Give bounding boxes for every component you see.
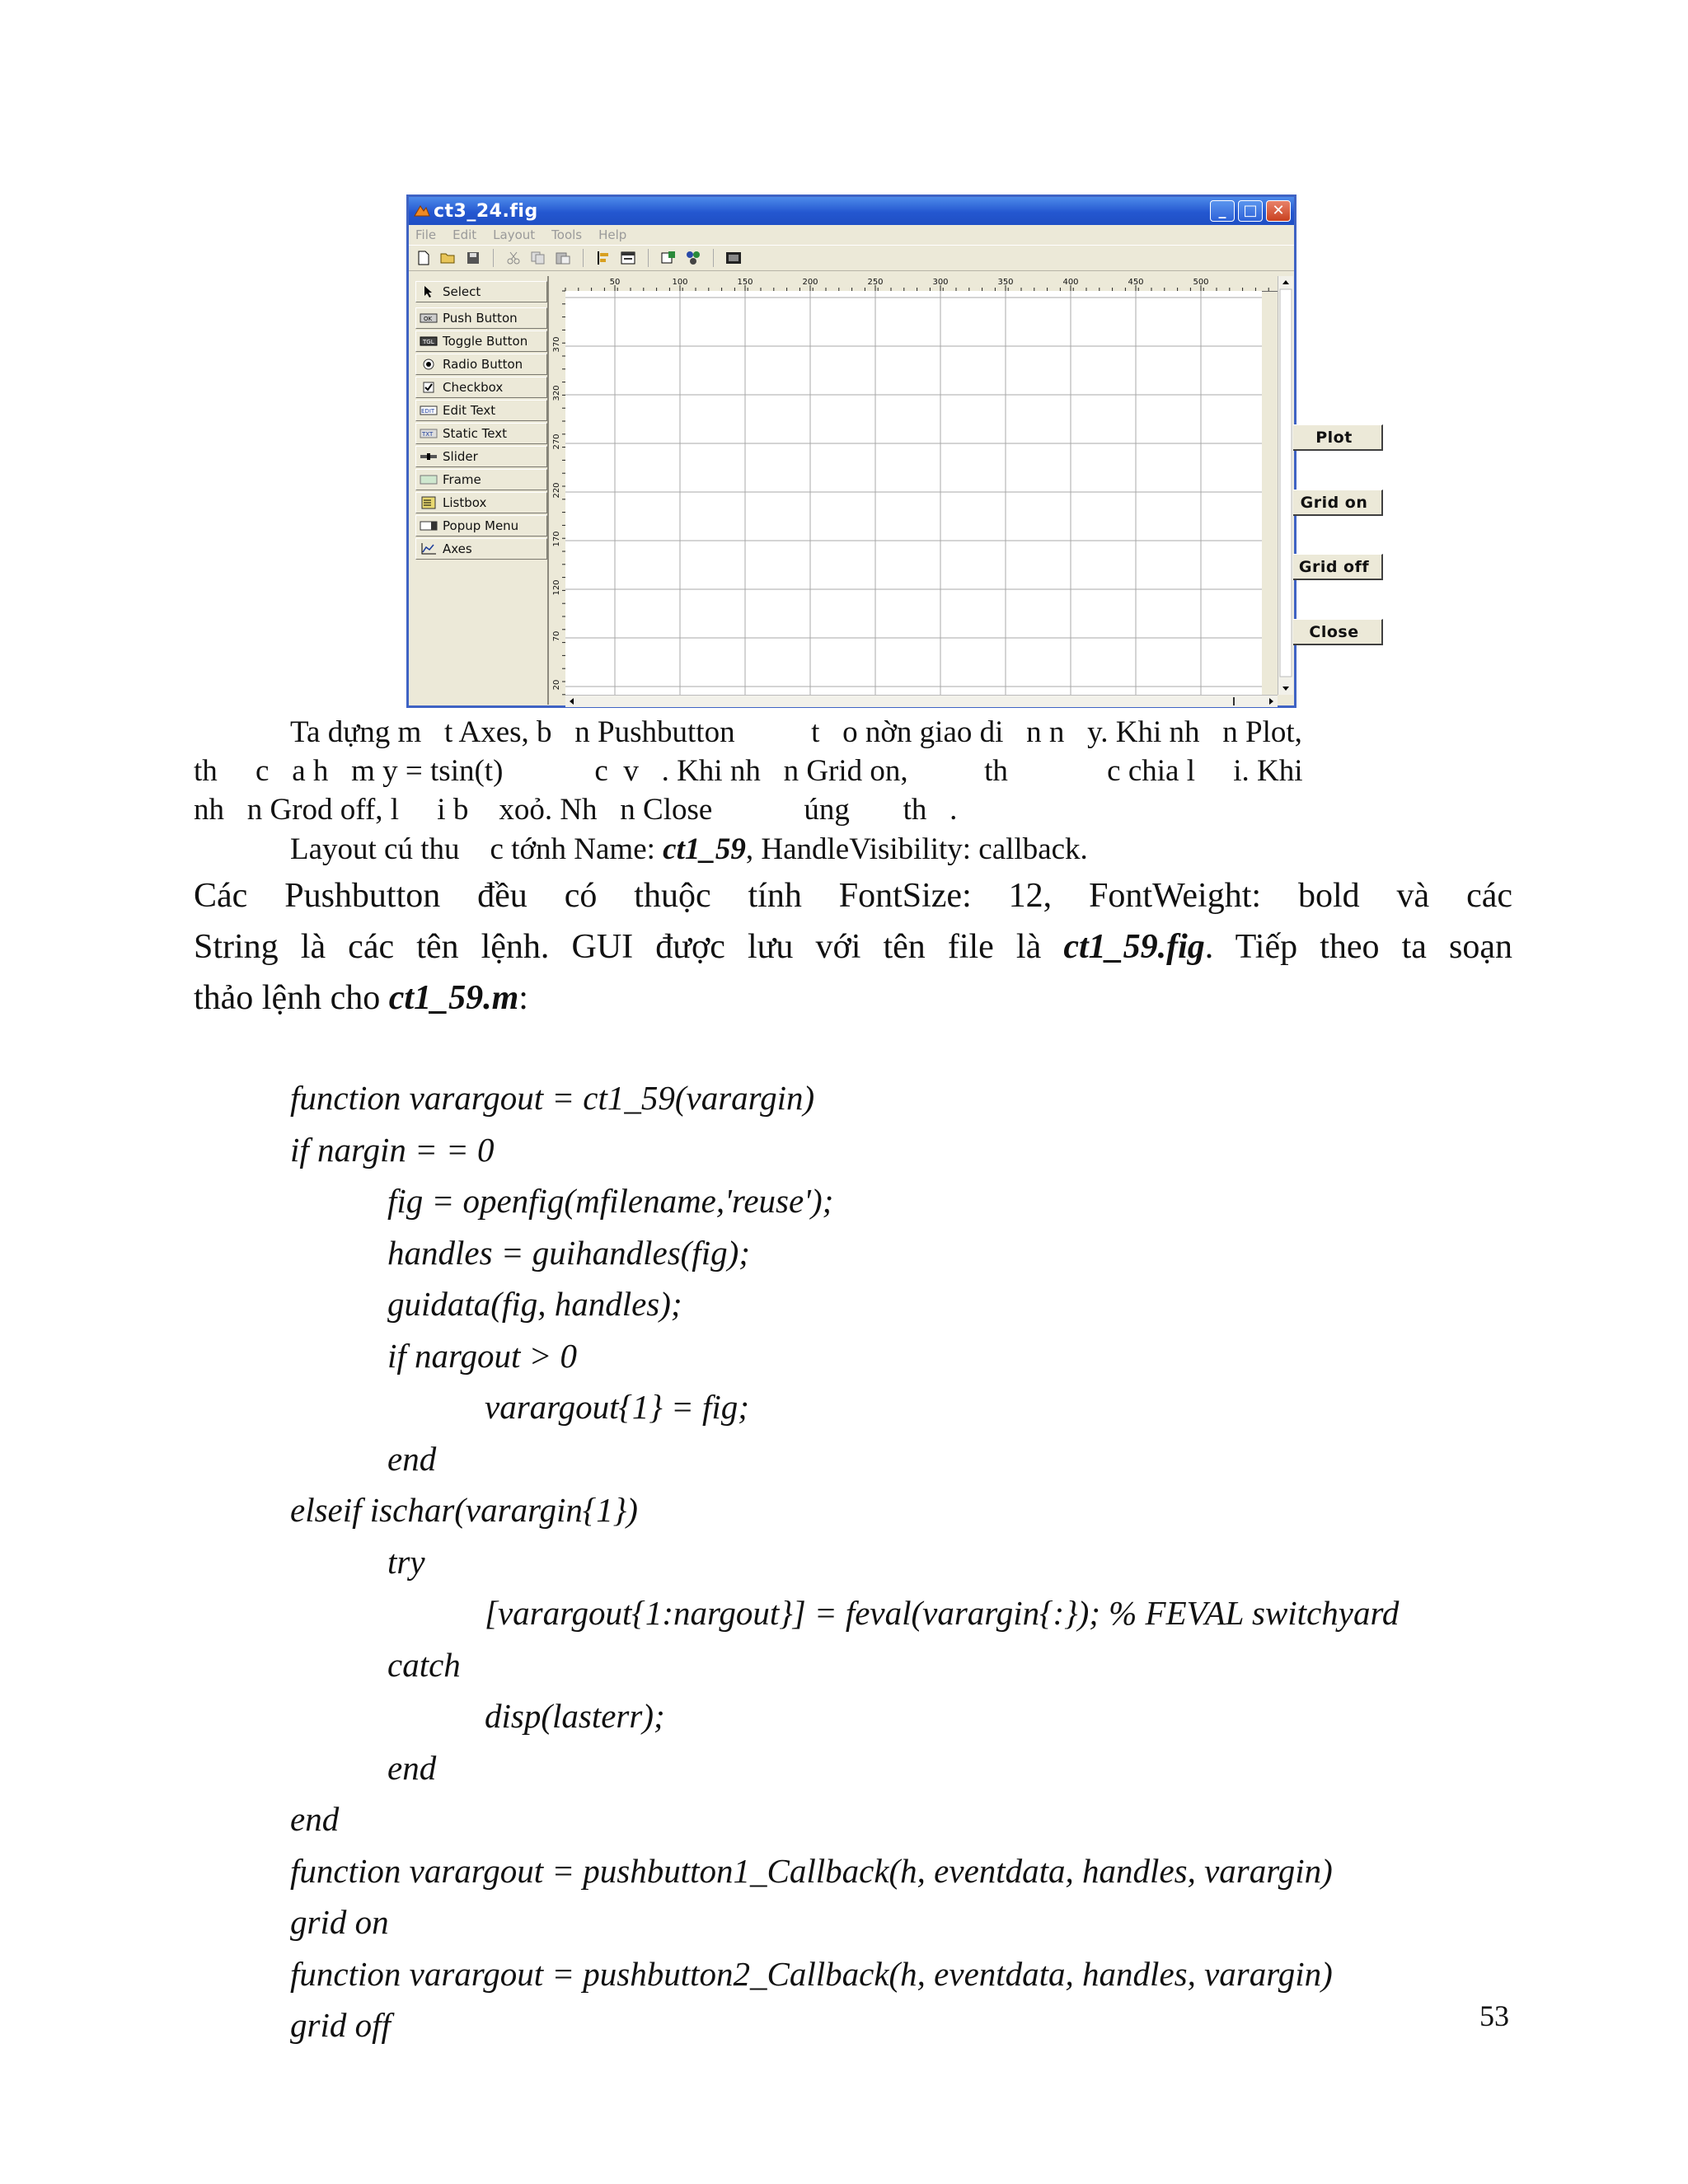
- layout-name: ct1_59: [663, 832, 746, 866]
- toolbar-separator: [713, 249, 714, 267]
- frame-icon: [420, 474, 438, 485]
- ruler-label: 70: [552, 630, 561, 642]
- listbox-icon: [420, 497, 438, 509]
- palette-push-button[interactable]: [415, 307, 547, 329]
- open-folder-icon[interactable]: [440, 250, 457, 266]
- window-title: ct3_24.fig: [434, 200, 538, 222]
- palette-label: Select: [443, 284, 481, 299]
- component-palette: [412, 276, 549, 705]
- palette-label: Radio Button: [443, 357, 523, 372]
- toolbar: [409, 245, 1294, 271]
- title-bar: [409, 197, 1294, 225]
- copy-icon[interactable]: [530, 250, 546, 266]
- code-line: handles = guihandles(fig);: [387, 1234, 750, 1272]
- caption-line-3: nh n Grod off, l i b xoỏ. Nh n Close úng th .: [194, 793, 958, 827]
- code-line: catch: [387, 1646, 461, 1684]
- menu-bar: [409, 225, 1294, 245]
- ruler-label: 20: [552, 679, 561, 691]
- palette-static-text[interactable]: [415, 423, 547, 444]
- code-line: function varargout = pushbutton2_Callback(h, eventdata, handles, varargin): [290, 1955, 1333, 1993]
- code-line: varargout{1} = fig;: [485, 1388, 749, 1426]
- svg-text:TXT: TXT: [422, 431, 434, 438]
- ruler-label: 100: [672, 278, 688, 287]
- code-line: grid off: [290, 2006, 391, 2044]
- vertical-ruler: [551, 291, 566, 695]
- palette-label: Push Button: [443, 311, 518, 326]
- menu-editor-icon[interactable]: [620, 250, 636, 266]
- palette-label: Static Text: [443, 426, 507, 441]
- toolbar-separator: [493, 249, 494, 267]
- palette-listbox[interactable]: [415, 492, 547, 513]
- palette-select[interactable]: [415, 281, 547, 302]
- close-button[interactable]: Close: [1286, 619, 1383, 645]
- palette-label: Frame: [443, 472, 481, 487]
- ruler-label: 450: [1128, 278, 1144, 287]
- horizontal-scrollbar[interactable]: [565, 695, 1278, 707]
- palette-label: Axes: [443, 541, 472, 556]
- grid-off-button[interactable]: Grid off: [1286, 554, 1383, 580]
- code-line: grid on: [290, 1903, 389, 1941]
- guide-window: [406, 194, 1370, 708]
- palette-label: Toggle Button: [443, 334, 528, 349]
- minimize-button[interactable]: _: [1210, 200, 1235, 222]
- code-line: if nargin = = 0: [290, 1131, 495, 1169]
- scroll-down-icon[interactable]: [1282, 687, 1289, 691]
- ruler-label: 220: [552, 482, 561, 499]
- slider-icon: [420, 451, 438, 462]
- palette-axes[interactable]: [415, 538, 547, 560]
- layout-area[interactable]: [565, 291, 1370, 695]
- ruler-label: 150: [737, 278, 753, 287]
- page-number: 53: [1479, 1999, 1509, 2032]
- plot-button[interactable]: Plot: [1286, 424, 1383, 451]
- code-line: guidata(fig, handles);: [387, 1285, 682, 1323]
- scroll-right-icon[interactable]: [1269, 698, 1273, 705]
- ruler-label: 250: [867, 278, 884, 287]
- paste-icon[interactable]: [555, 250, 571, 266]
- ruler-label: 270: [552, 434, 561, 450]
- code-line: end: [387, 1440, 437, 1478]
- maximize-button[interactable]: □: [1238, 200, 1263, 222]
- svg-text:TGL: TGL: [423, 339, 434, 345]
- menu-help[interactable]: Help: [598, 227, 627, 242]
- ruler-label: 370: [552, 336, 561, 353]
- toolbar-separator: [583, 249, 584, 267]
- checkbox-icon: [420, 382, 438, 393]
- horizontal-ruler: [551, 276, 1280, 292]
- ruler-label: 50: [609, 278, 621, 287]
- cut-icon[interactable]: [505, 250, 522, 266]
- paragraph-line-3: thảo lệnh cho ct1_59.m:: [194, 979, 528, 1017]
- ruler-label: 200: [802, 278, 818, 287]
- palette-label: Edit Text: [443, 403, 496, 418]
- fig-filename: ct1_59.fig: [1063, 928, 1205, 966]
- radio-button-icon: [420, 359, 438, 370]
- palette-edit-text[interactable]: [415, 400, 547, 421]
- toolbar-separator: [648, 249, 649, 267]
- popup-menu-icon: [420, 520, 438, 532]
- code-line: function varargout = ct1_59(varargin): [290, 1079, 815, 1117]
- arrow-cursor-icon: [420, 286, 438, 298]
- palette-label: Listbox: [443, 495, 487, 510]
- ruler-label: 120: [552, 579, 561, 596]
- code-line: fig = openfig(mfilename,'reuse');: [387, 1182, 834, 1220]
- caption-line-2: th c a h m y = tsin(t) c v . Khi nh n Grid on, th c chia l i. Khi: [194, 754, 1303, 788]
- code-line: end: [290, 1800, 340, 1838]
- body-paragraph: [194, 870, 1512, 1024]
- push-button-icon: [420, 312, 438, 324]
- paragraph-line-1: Các Pushbutton đều có thuộc tính FontSize: 12, FontWeight: bold và các: [194, 877, 1512, 915]
- layout-grid: [565, 291, 1262, 695]
- scroll-up-icon[interactable]: [1282, 280, 1289, 284]
- align-objects-icon[interactable]: [595, 250, 612, 266]
- ruler-label: 400: [1062, 278, 1079, 287]
- new-file-icon[interactable]: [415, 250, 432, 266]
- matlab-logo-icon: [414, 203, 430, 219]
- property-inspector-icon[interactable]: [660, 250, 677, 266]
- caption-line-1: Ta dựng m t Axes, b n Pushbutton t o nờn giao di n n y. Khi nh n Plot,: [290, 715, 1302, 749]
- menu-edit[interactable]: Edit: [452, 227, 477, 242]
- object-browser-icon[interactable]: [685, 250, 701, 266]
- palette-frame[interactable]: [415, 469, 547, 490]
- ruler-label: 170: [552, 531, 561, 547]
- code-line: function varargout = pushbutton1_Callback(h, eventdata, handles, varargin): [290, 1852, 1333, 1890]
- palette-label: Checkbox: [443, 380, 504, 395]
- ruler-label: 500: [1193, 278, 1209, 287]
- activate-figure-icon[interactable]: [725, 250, 742, 266]
- svg-text:EDIT: EDIT: [421, 408, 435, 415]
- m-filename: ct1_59.m: [388, 979, 519, 1017]
- menu-layout[interactable]: Layout: [493, 227, 536, 242]
- ruler-label: 320: [552, 385, 561, 401]
- menu-tools[interactable]: Tools: [551, 227, 583, 242]
- ruler-label: 350: [997, 278, 1014, 287]
- static-text-icon: [420, 428, 438, 439]
- palette-slider[interactable]: [415, 446, 547, 467]
- palette-popup-menu[interactable]: [415, 515, 547, 537]
- ruler-label: 300: [932, 278, 949, 287]
- vertical-scrollbar[interactable]: [1278, 276, 1293, 695]
- palette-checkbox[interactable]: [415, 377, 547, 398]
- code-line: if nargout > 0: [387, 1337, 578, 1375]
- toggle-button-icon: [420, 335, 438, 347]
- scroll-left-icon[interactable]: [570, 698, 574, 705]
- palette-toggle-button[interactable]: [415, 330, 547, 352]
- code-line: [varargout{1:nargout}] = feval(varargin{:}); % FEVAL switchyard: [485, 1594, 1400, 1632]
- close-window-button[interactable]: ✕: [1266, 200, 1291, 222]
- save-icon[interactable]: [465, 250, 481, 266]
- svg-text:OK: OK: [424, 316, 433, 322]
- palette-label: Popup Menu: [443, 518, 519, 533]
- grid-on-button[interactable]: Grid on: [1286, 490, 1383, 516]
- palette-label: Slider: [443, 449, 478, 464]
- code-line: elseif ischar(varargin{1}): [290, 1491, 638, 1529]
- paragraph-line-2: String là các tên lệnh. GUI được lưu với tên file là ct1_59.fig. Tiếp theo ta soạn: [194, 928, 1513, 966]
- menu-file[interactable]: File: [415, 227, 437, 242]
- code-line: try: [387, 1543, 425, 1581]
- palette-radio-button[interactable]: [415, 354, 547, 375]
- edit-text-icon: [420, 405, 438, 416]
- code-line: disp(lasterr);: [485, 1697, 665, 1735]
- caption-line-4: Layout cú thu c tớnh Name: ct1_59, HandleVisibility: callback.: [290, 832, 1088, 866]
- code-line: end: [387, 1749, 437, 1787]
- axes-icon: [420, 543, 438, 555]
